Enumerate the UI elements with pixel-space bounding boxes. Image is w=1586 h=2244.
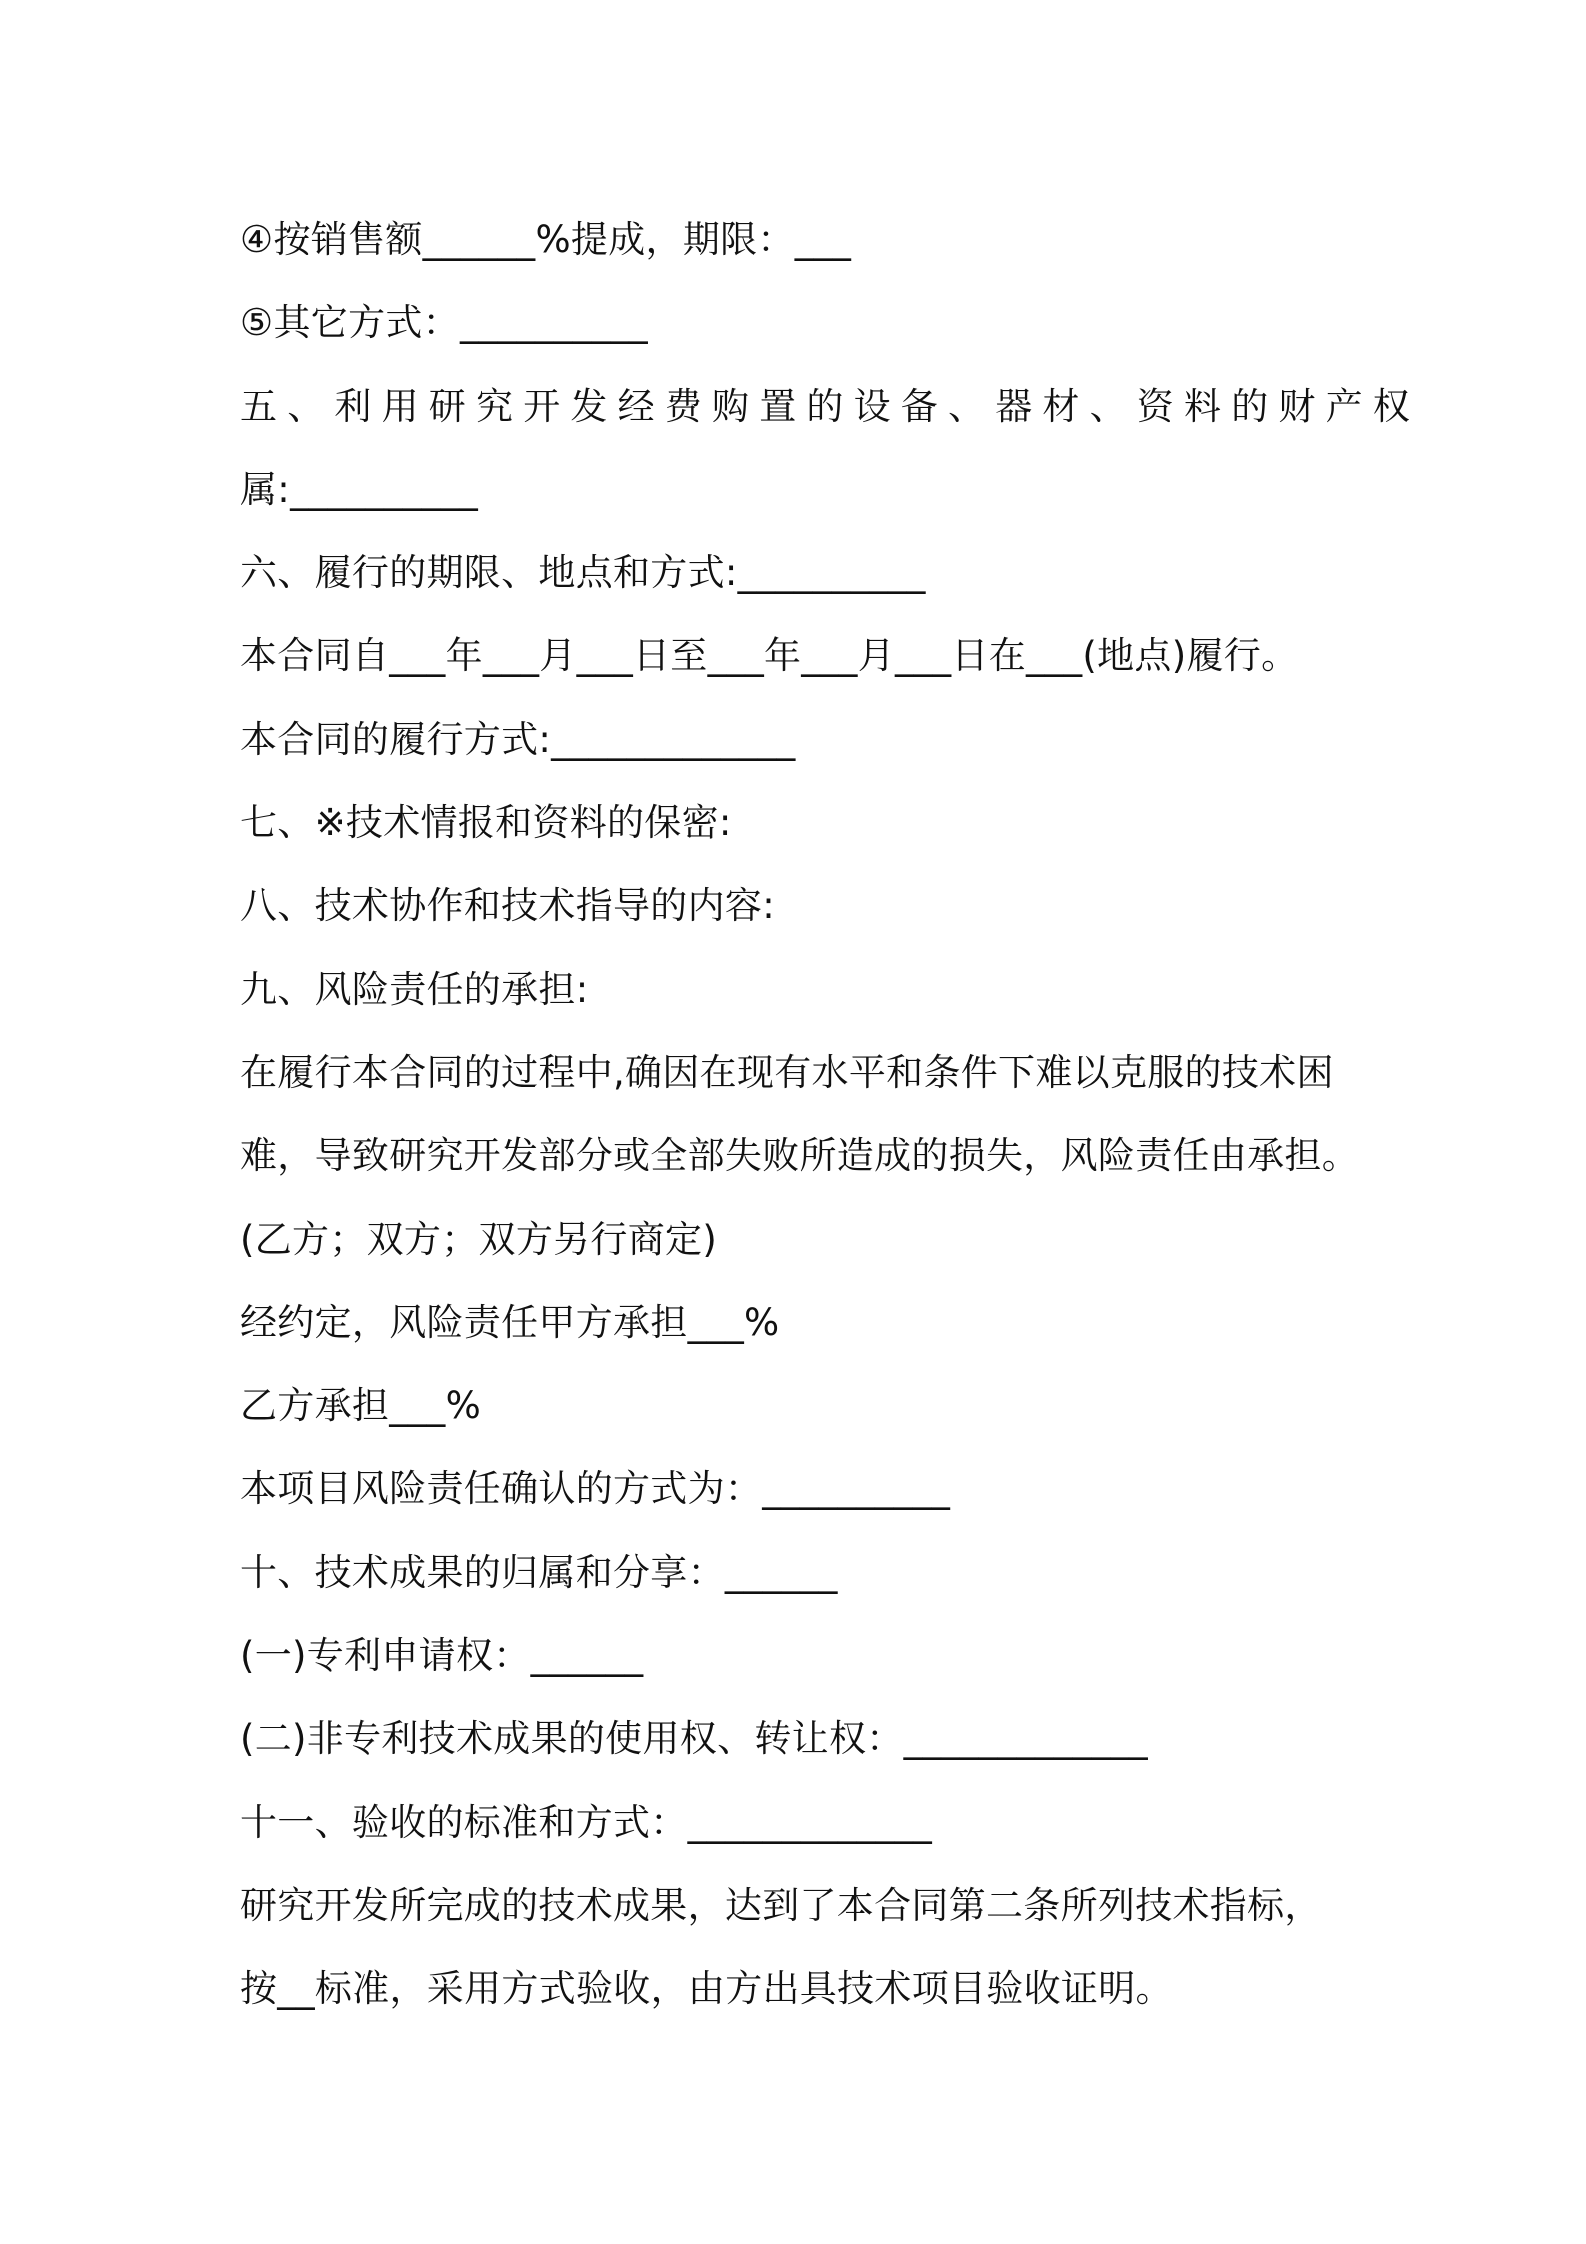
section-8-heading: 八、技术协作和技术指导的内容: [240,884,775,928]
risk-party-b-share: 乙方承担___% [240,1384,482,1428]
section-11-heading: 十一、验收的标准和方式：_____________ [240,1800,932,1844]
risk-paragraph-line-1: 在履行本合同的过程中,确因在现有水平和条件下难以克服的技术困 [240,1050,1334,1094]
non-patent-usage-right: (二)非专利技术成果的使用权、转让权：_____________ [240,1717,1148,1761]
section-9-heading: 九、风险责任的承担: [240,967,589,1011]
document-body [240,198,1420,2031]
risk-paragraph-line-2: 难，导致研究开发部分或全部失败所造成的损失，风险责任由承担。 [240,1134,1359,1178]
section-5-continuation: 属:__________ [240,467,479,511]
acceptance-paragraph-line-1: 研究开发所完成的技术成果，达到了本合同第二条所列技术指标， [240,1883,1322,1927]
section-5-heading: 五、利用研究开发经费购置的设备、器材、资料的财产权 [240,384,1420,428]
section-6-heading: 六、履行的期限、地点和方式:__________ [240,551,926,595]
section-10-heading: 十、技术成果的归属和分享：______ [240,1550,838,1594]
patent-application-right: (一)专利申请权：______ [240,1634,644,1678]
clause-other-method: ⑤其它方式：__________ [240,301,648,345]
risk-confirmation-method: 本项目风险责任确认的方式为：__________ [240,1467,951,1511]
clause-sales-commission: ④按销售额______%提成，期限：___ [240,218,852,261]
section-7-heading: 七、※技术情报和资料的保密: [240,801,732,845]
risk-party-a-share: 经约定，风险责任甲方承担___% [240,1300,780,1344]
risk-options: (乙方；双方；双方另行商定) [240,1217,718,1261]
acceptance-paragraph-line-2: 按__标准，采用方式验收，由方出具技术项目验收证明。 [240,1967,1173,2011]
contract-period-line: 本合同自___年___月___日至___年___月___日在___(地点)履行。 [240,634,1299,678]
performance-method-line: 本合同的履行方式:_____________ [240,717,796,761]
